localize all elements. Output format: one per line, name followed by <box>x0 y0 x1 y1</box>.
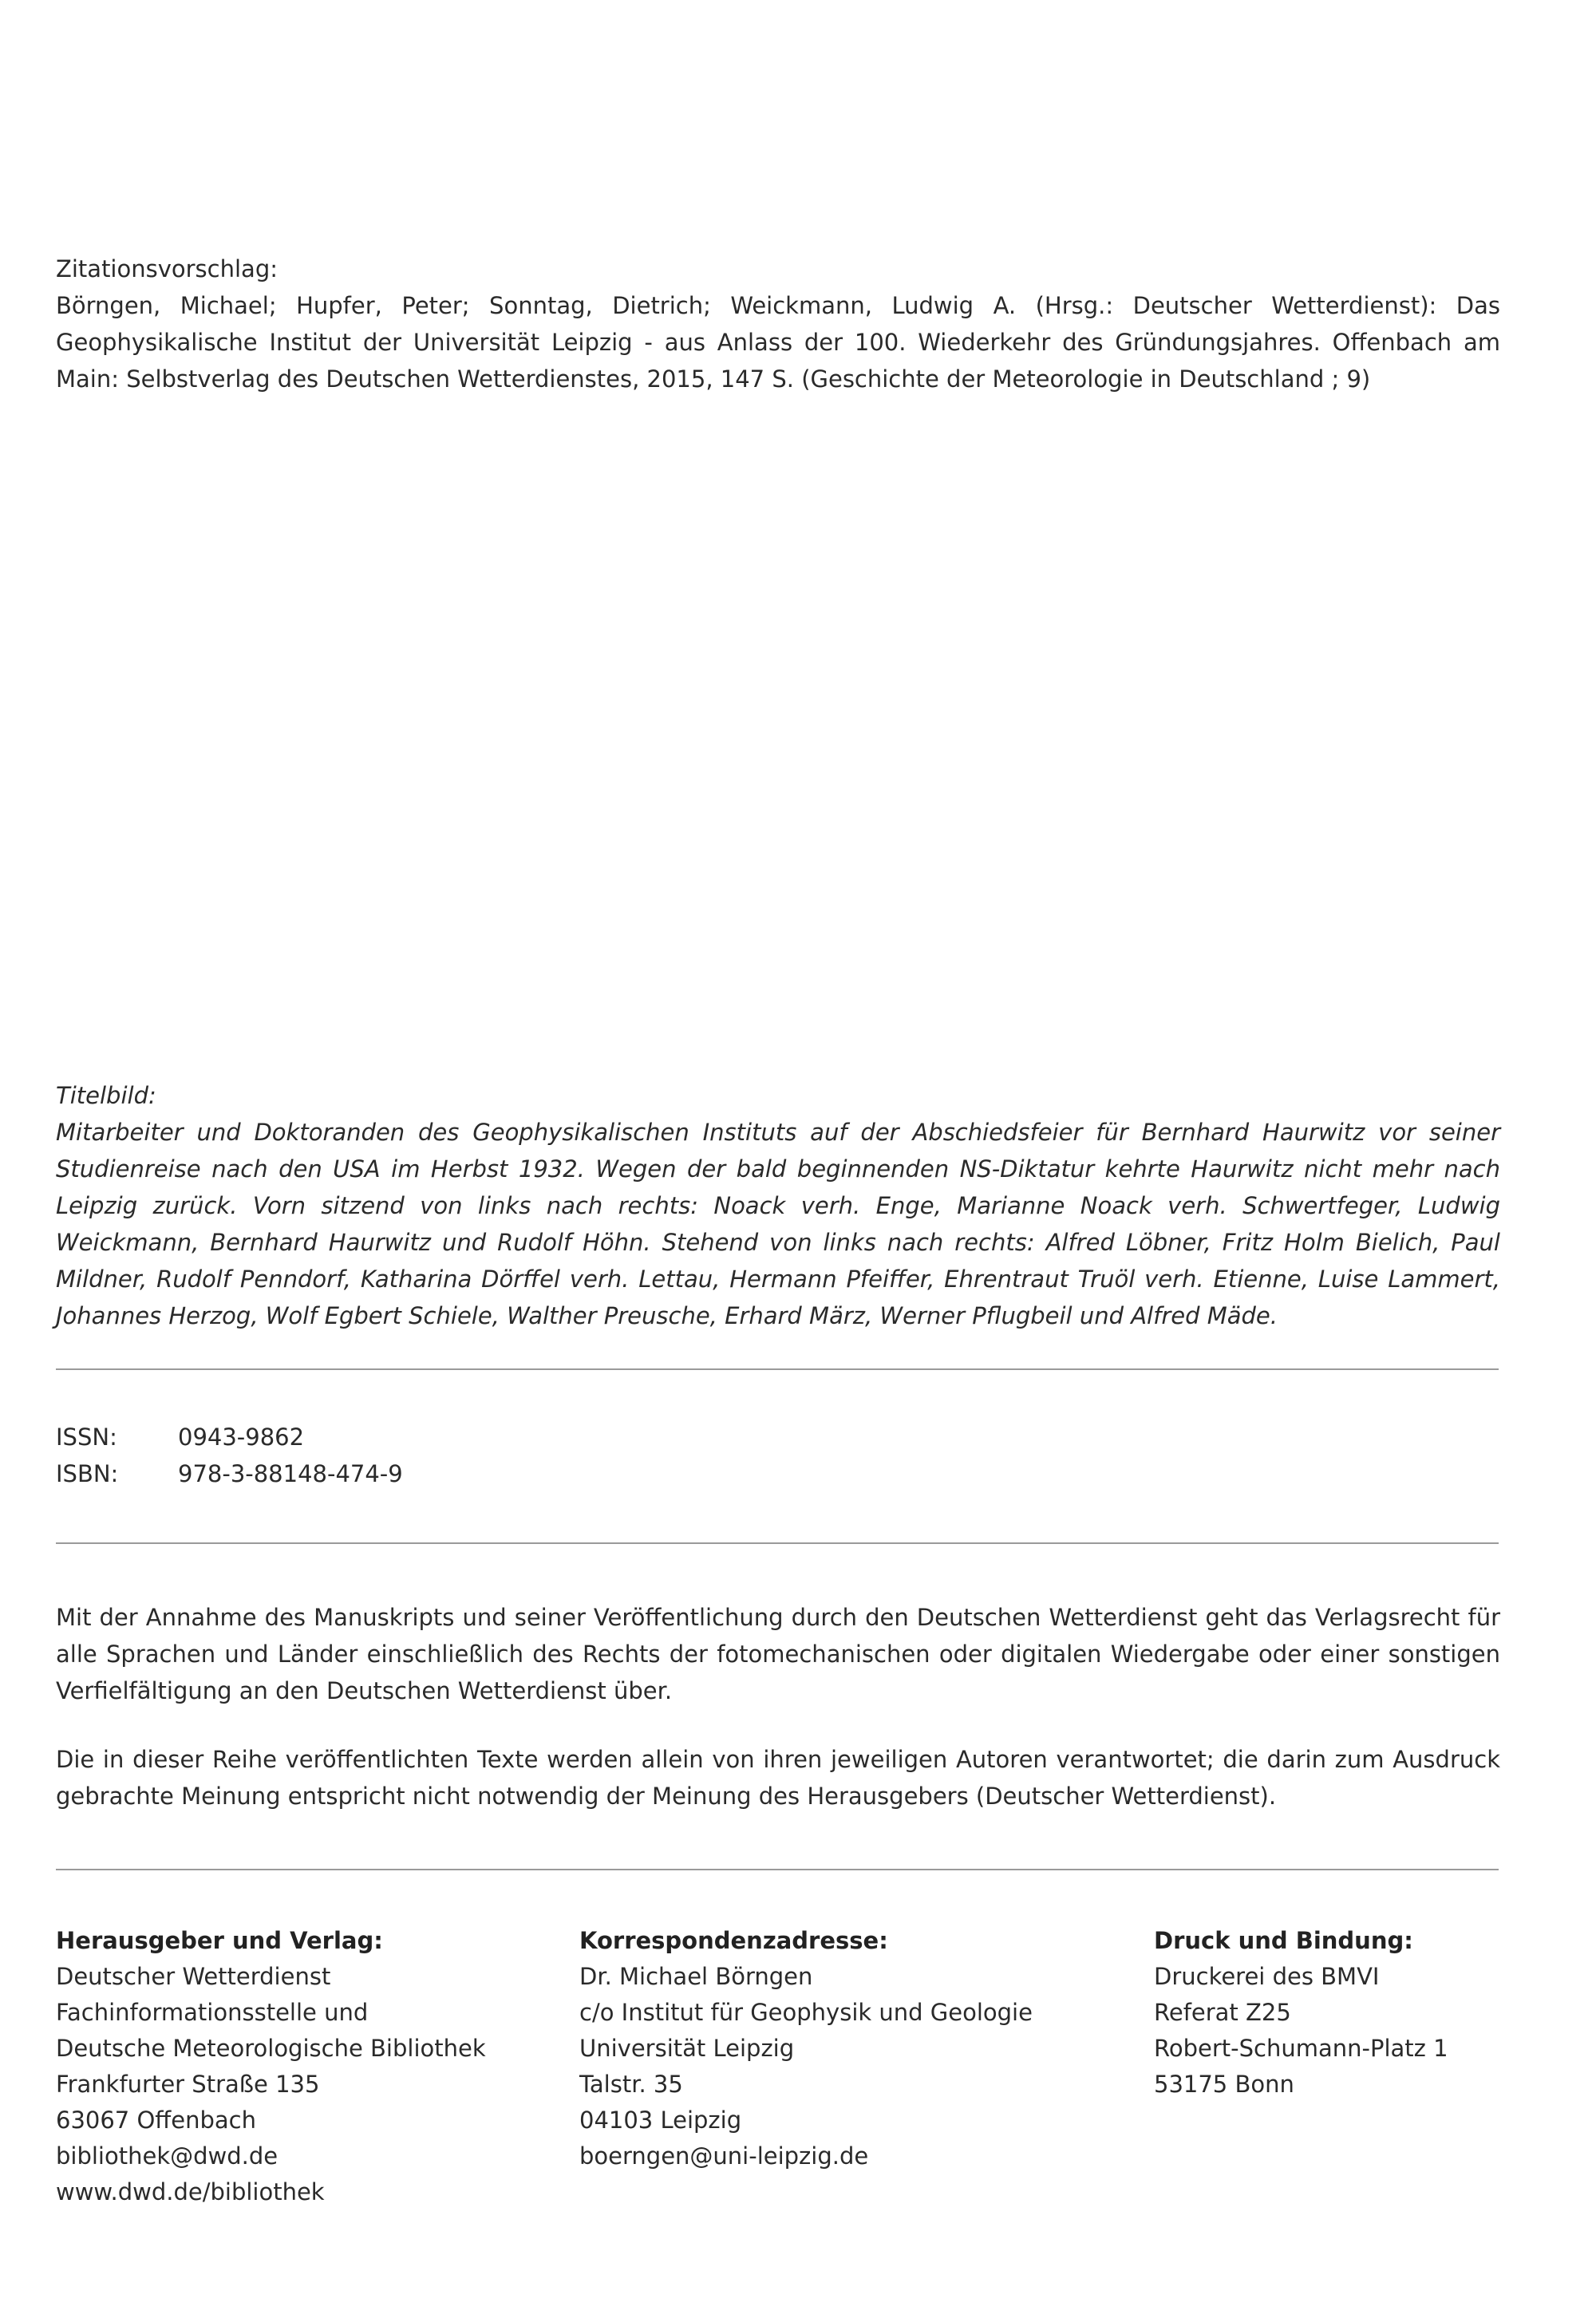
correspondence-line: Dr. Michael Börngen <box>579 1963 813 1990</box>
correspondence-line: c/o Institut für Geophysik und Geologie <box>579 1999 1033 2026</box>
publisher-line: 63067 Offenbach <box>56 2107 257 2134</box>
issn-row <box>56 1419 1500 1455</box>
publisher-website: www.dwd.de/bibliothek <box>56 2178 325 2205</box>
cover-caption-heading: Titelbild: <box>56 1082 156 1109</box>
divider <box>56 1368 1499 1370</box>
publisher-line: Deutsche Meteorologische Bibliothek <box>56 2035 486 2062</box>
publisher-title: Herausgeber und Verlag: <box>56 1927 383 1954</box>
cover-caption-section <box>56 1077 1500 1334</box>
cover-caption-text: Mitarbeiter und Doktoranden des Geophysikalischen Instituts auf der Abschiedsfeier für Bernhard Haurwitz vor seiner Studienreise nach den USA im Herbst 1932. Wegen der bald beginnenden NS-Diktatur kehrte Haurwitz nicht mehr nach Leipzig zurück. Vorn sitzend von links nach rechts: Noack verh. Enge, Marianne Noack verh. Schwertfeger, Ludwig Weickmann, Bernhard Haurwitz und Rudolf Höhn. Stehend von links nach rechts: Alfred Löbner, Fritz Holm Bielich, Paul Mildner, Rudolf Penndorf, Katharina Dörffel verh. Lettau, Hermann Pfeiffer, Ehrentraut Truöl verh. Etienne, Luise Lammert, Johannes Herzog, Wolf Egbert Schiele, Walther Preusche, Erhard März, Werner Pflugbeil und Alfred Mäde. <box>56 1119 1500 1329</box>
publisher-line: Fachinformationsstelle und <box>56 1999 369 2026</box>
identifiers-section <box>56 1419 1500 1492</box>
correspondence-line: 04103 Leipzig <box>579 2107 742 2134</box>
isbn-row <box>56 1455 1500 1492</box>
correspondence-column <box>579 1923 1033 2174</box>
divider <box>56 1542 1499 1544</box>
publisher-email: bibliothek@dwd.de <box>56 2142 279 2170</box>
isbn-label: ISBN: <box>56 1460 119 1487</box>
rights-paragraph: Mit der Annahme des Manuskripts und seiner Veröffentlichung durch den Deutschen Wetterdienst geht das Verlagsrecht für alle Sprachen und Länder einschließlich des Rechts der fotomechanischen oder digitalen Wiedergabe oder einer sonstigen Verfielfältigung an den Deutschen Wetterdienst über. <box>56 1604 1500 1704</box>
citation-section <box>56 251 1500 397</box>
printing-title: Druck und Bindung: <box>1154 1927 1413 1954</box>
printing-line: Druckerei des BMVI <box>1154 1963 1380 1990</box>
publisher-column <box>56 1923 486 2210</box>
citation-text: Börngen, Michael; Hupfer, Peter; Sonntag, Dietrich; Weickmann, Ludwig A. (Hrsg.: Deutscher Wetterdienst): Das Geophysikalische Institut der Universität Leipzig - aus Anlass der 100. Wiederkehr des Gründungsjahres. Offenbach am Main: Selbstverlag des Deutschen Wetterdienstes, 2015, 147 S. (Geschichte der Meteorologie in Deutschland ; 9) <box>56 292 1500 393</box>
divider <box>56 1869 1499 1870</box>
printing-line: 53175 Bonn <box>1154 2071 1294 2098</box>
printing-line: Robert-Schumann-Platz 1 <box>1154 2035 1448 2062</box>
disclaimer-paragraph: Die in dieser Reihe veröffentlichten Texte werden allein von ihren jeweiligen Autoren verantwortet; die darin zum Ausdruck gebrachte Meinung entspricht nicht notwendig der Meinung des Herausgebers (Deutscher Wetterdienst). <box>56 1746 1500 1810</box>
publisher-line: Deutscher Wetterdienst <box>56 1963 331 1990</box>
isbn-value: 978-3-88148-474-9 <box>178 1460 403 1487</box>
printing-column <box>1154 1923 1448 2103</box>
publisher-line: Frankfurter Straße 135 <box>56 2071 320 2098</box>
rights-section <box>56 1599 1500 1846</box>
correspondence-title: Korrespondenzadresse: <box>579 1927 888 1954</box>
issn-value: 0943-9862 <box>178 1424 305 1451</box>
correspondence-line: Talstr. 35 <box>579 2071 683 2098</box>
issn-label: ISSN: <box>56 1424 117 1451</box>
citation-heading: Zitationsvorschlag: <box>56 255 278 282</box>
printing-line: Referat Z25 <box>1154 1999 1291 2026</box>
correspondence-email: boerngen@uni-leipzig.de <box>579 2142 869 2170</box>
correspondence-line: Universität Leipzig <box>579 2035 795 2062</box>
